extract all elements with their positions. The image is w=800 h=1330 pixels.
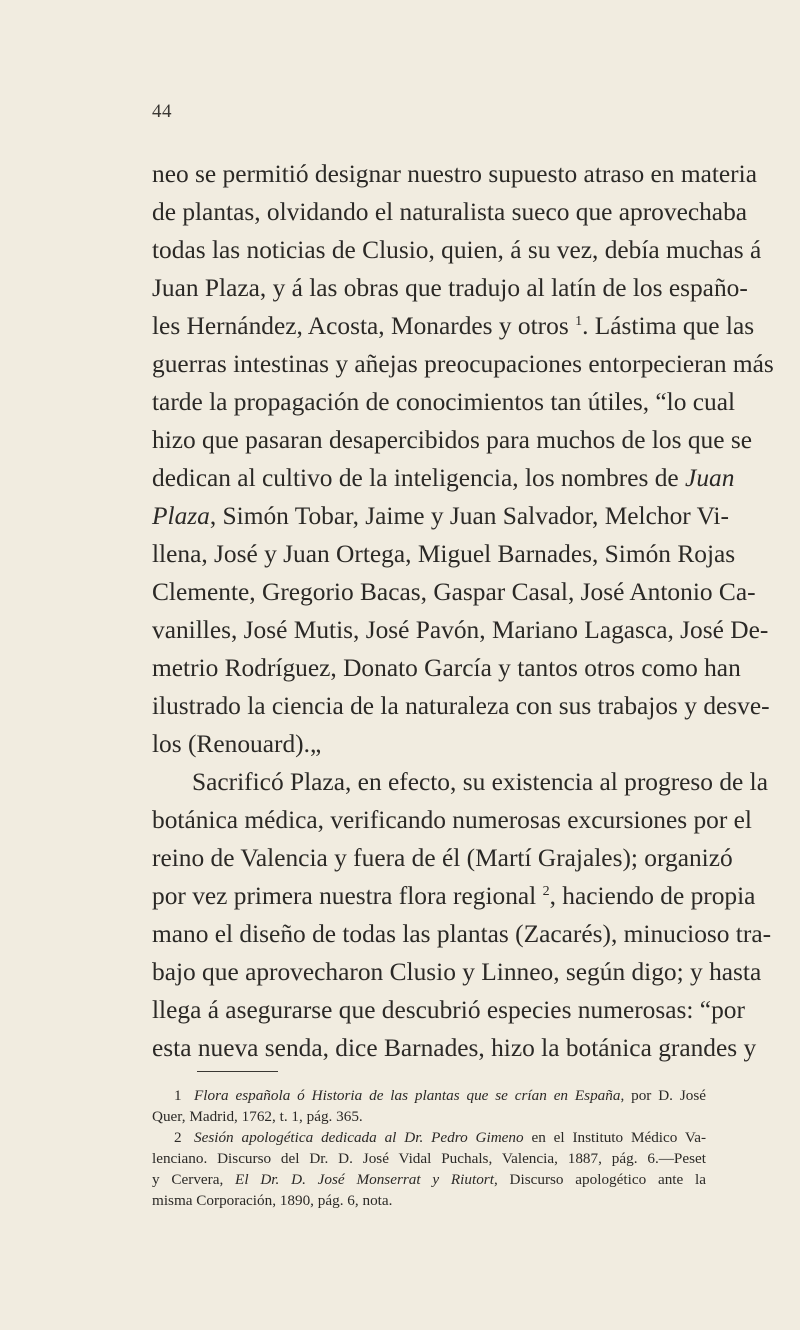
body-line-19: reino de Valencia y fuera de él (Martí Grajales); organizó	[152, 844, 733, 872]
body-line-9	[152, 459, 735, 497]
footnote-1-rest: , por D. José	[620, 1087, 706, 1104]
body-line-12: Clemente, Gregorio Bacas, Gaspar Casal, José Antonio Ca-	[152, 578, 756, 606]
footnote-2-rest: en el Instituto Médico Va-	[523, 1129, 707, 1146]
body-line-9-a: dedican al cultivo de la inteligencia, los nombres de	[152, 464, 679, 492]
footnote-2-number: 2	[174, 1129, 182, 1146]
body-line-9-italic: Juan	[685, 464, 735, 492]
body-line-5-b: . Lástima que las	[582, 312, 755, 340]
body-line-10-italic: Plaza	[152, 502, 210, 530]
footnote-2-line-3-title: El Dr. D. José Monserrat y Riutort	[235, 1171, 494, 1188]
body-line-20	[152, 877, 756, 915]
body-line-10-b: , Simón Tobar, Jaime y Juan Salvador, Melchor Vi-	[209, 502, 729, 530]
body-line-10	[152, 497, 729, 535]
footnote-ref-1: 1	[575, 314, 583, 329]
footnote-2-line-2: lenciano. Discurso del Dr. D. José Vidal Puchals, Valencia, 1887, pág. 6.—Peset	[152, 1150, 706, 1167]
footnote-2-line-4: misma Corporación, 1890, pág. 6, nota.	[152, 1192, 393, 1209]
footnote-1-line-2: Quer, Madrid, 1762, t. 1, pág. 365.	[152, 1108, 363, 1125]
body-line-17: Sacrificó Plaza, en efecto, su existencia al progreso de la	[192, 768, 768, 796]
body-line-21: mano el diseño de todas las plantas (Zacarés), minucioso tra-	[152, 920, 772, 948]
footnote-rule	[197, 1071, 278, 1072]
body-line-15: ilustrado la ciencia de la naturaleza con sus trabajos y desve-	[152, 692, 770, 720]
body-line-22: bajo que aprovecharon Clusio y Linneo, según digo; y hasta	[152, 958, 762, 986]
footnote-2-title: Sesión apologética dedicada al Dr. Pedro Gimeno	[194, 1129, 524, 1146]
body-line-3: todas las noticias de Clusio, quien, á su vez, debía muchas á	[152, 236, 762, 264]
body-line-13: vanilles, José Mutis, José Pavón, Mariano Lagasca, José De-	[152, 616, 769, 644]
footnote-1-title: Flora española ó Historia de las plantas que se crían en España	[194, 1087, 621, 1104]
body-line-18: botánica médica, verificando numerosas excursiones por el	[152, 806, 752, 834]
body-line-14: metrio Rodríguez, Donato García y tantos otros como han	[152, 654, 741, 682]
page-number: 44	[152, 101, 172, 122]
footnote-1-number: 1	[174, 1087, 182, 1104]
body-line-23: llega á asegurarse que descubrió especies numerosas: “por	[152, 996, 745, 1024]
body-line-8: hizo que pasaran desapercibidos para muchos de los que se	[152, 426, 753, 454]
body-line-4: Juan Plaza, y á las obras que tradujo al latín de los españo-	[152, 274, 748, 302]
body-line-7: tarde la propagación de conocimientos tan útiles, “lo cual	[152, 388, 736, 416]
body-line-20-a: por vez primera nuestra flora regional	[152, 882, 537, 910]
footnote-1-line-1	[152, 1085, 706, 1106]
footnote-ref-2: 2	[542, 884, 550, 899]
body-line-16: los (Renouard).„	[152, 730, 322, 758]
footnote-2-line-1	[152, 1127, 706, 1148]
body-line-20-b: , haciendo de propia	[549, 882, 756, 910]
footnote-2-line-3-b: , Discurso apologético ante la	[493, 1171, 707, 1188]
body-line-24: esta nueva senda, dice Barnades, hizo la botánica grandes y	[152, 1034, 757, 1062]
body-line-5	[152, 307, 755, 345]
body-line-6: guerras intestinas y añejas preocupaciones entorpecieran más	[152, 350, 774, 378]
footnote-2-line-3-a: y Cervera,	[152, 1171, 236, 1188]
body-line-1: neo se permitió designar nuestro supuesto atraso en materia	[152, 160, 757, 188]
body-line-2: de plantas, olvidando el naturalista sueco que aprovechaba	[152, 198, 748, 226]
footnote-2-line-3	[152, 1169, 706, 1190]
body-line-11: llena, José y Juan Ortega, Miguel Barnades, Simón Rojas	[152, 540, 736, 568]
body-line-5-a: les Hernández, Acosta, Monardes y otros	[152, 312, 569, 340]
